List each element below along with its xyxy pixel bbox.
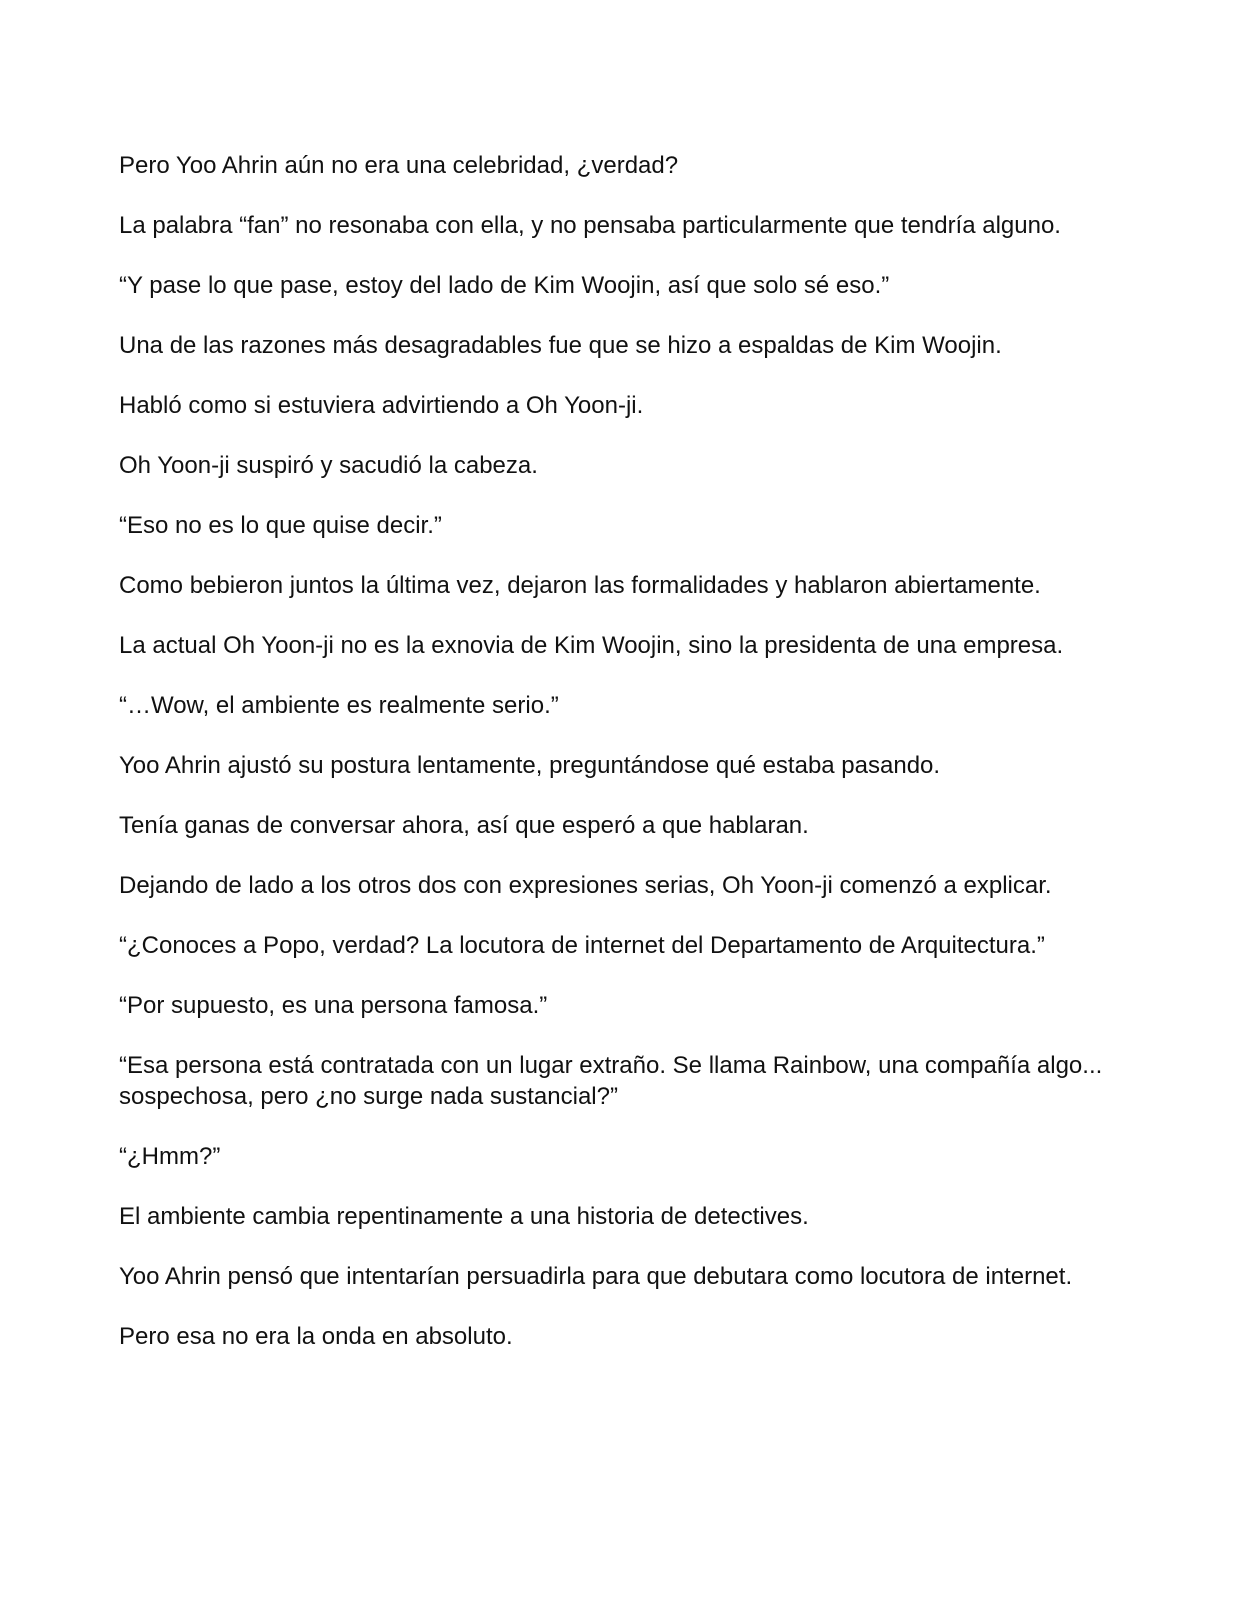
paragraph: Una de las razones más desagradables fue que se hizo a espaldas de Kim Woojin.	[119, 332, 1002, 359]
paragraph: Yoo Ahrin ajustó su postura lentamente, preguntándose qué estaba pasando.	[119, 752, 941, 779]
paragraph: La palabra “fan” no resonaba con ella, y no pensaba particularmente que tendría alguno.	[119, 212, 1061, 239]
paragraph: “…Wow, el ambiente es realmente serio.”	[119, 692, 559, 719]
paragraph: “Y pase lo que pase, estoy del lado de Kim Woojin, así que solo sé eso.”	[119, 272, 890, 299]
paragraph: La actual Oh Yoon-ji no es la exnovia de Kim Woojin, sino la presidenta de una empresa.	[119, 632, 1064, 659]
paragraph: “¿Hmm?”	[119, 1143, 221, 1170]
paragraph: Como bebieron juntos la última vez, dejaron las formalidades y hablaron abiertamente.	[119, 572, 1041, 599]
paragraph: “Esa persona está contratada con un lugar extraño. Se llama Rainbow, una compañía algo... sospechosa, pero ¿no surge nada sustancial?”	[119, 1052, 1103, 1110]
paragraph: Oh Yoon-ji suspiró y sacudió la cabeza.	[119, 452, 538, 479]
paragraph: “Por supuesto, es una persona famosa.”	[119, 992, 548, 1019]
paragraph: Dejando de lado a los otros dos con expresiones serias, Oh Yoon-ji comenzó a explicar.	[119, 872, 1052, 899]
paragraph: El ambiente cambia repentinamente a una historia de detectives.	[119, 1203, 809, 1230]
paragraph: Tenía ganas de conversar ahora, así que esperó a que hablaran.	[119, 812, 809, 839]
paragraph: “Eso no es lo que quise decir.”	[119, 512, 442, 539]
paragraph: “¿Conoces a Popo, verdad? La locutora de internet del Departamento de Arquitectura.”	[119, 932, 1045, 959]
paragraph: Pero esa no era la onda en absoluto.	[119, 1323, 513, 1350]
paragraph: Yoo Ahrin pensó que intentarían persuadirla para que debutara como locutora de internet.	[119, 1263, 1073, 1290]
paragraph: Pero Yoo Ahrin aún no era una celebridad, ¿verdad?	[119, 152, 679, 179]
document-body	[119, 150, 1124, 1381]
paragraph: Habló como si estuviera advirtiendo a Oh Yoon-ji.	[119, 392, 644, 419]
